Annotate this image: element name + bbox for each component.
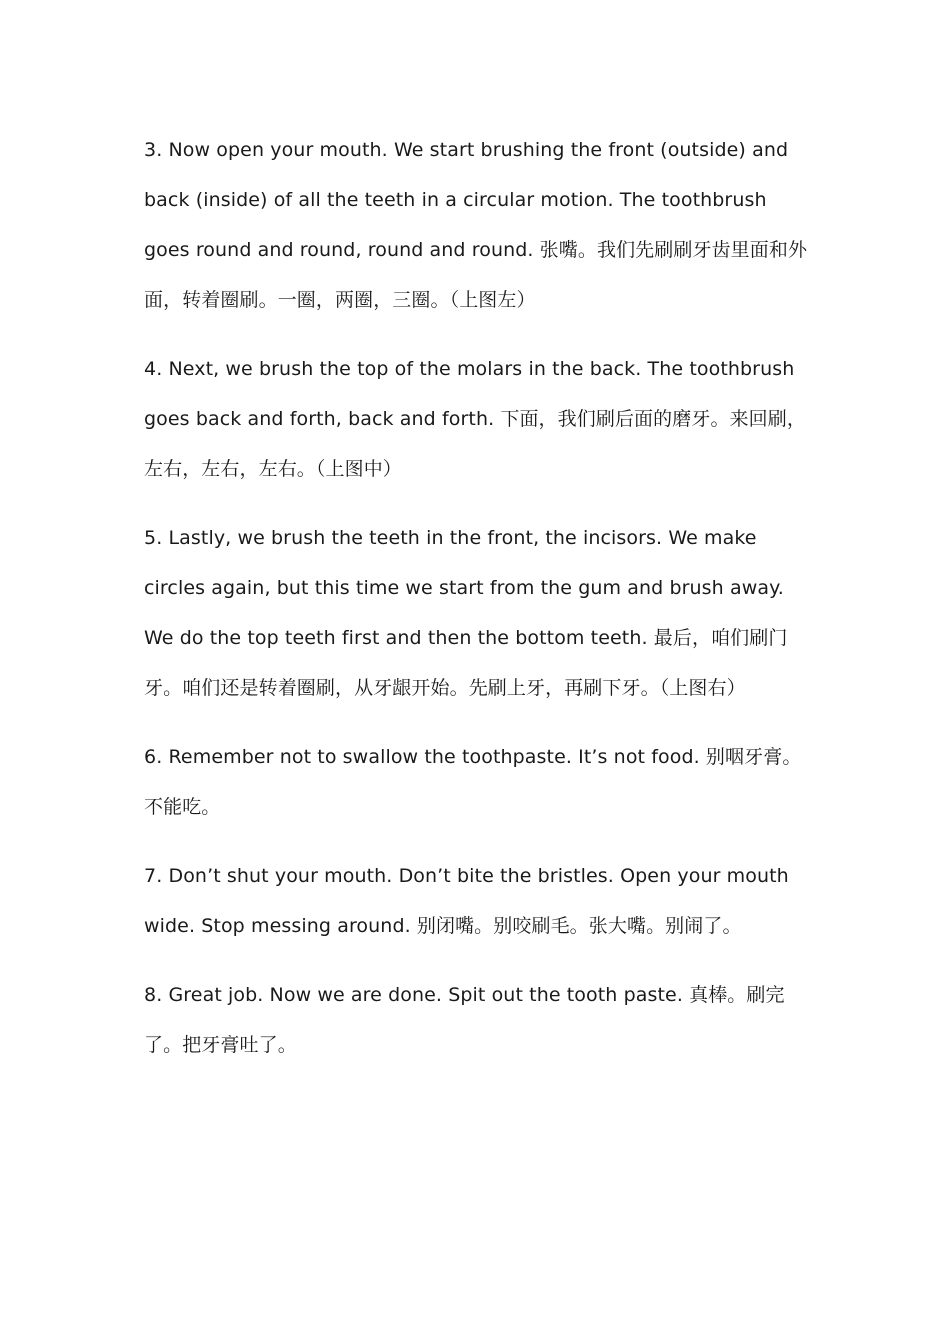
paragraph-step-3: 3. Now open your mouth. We start brushing the front (outside) and back (inside) of all the teeth in a circular motion. The toothbrush goes round and round, round and round. 张嘴。我们先刷刷牙齿里面和外面，转着圈刷。一圈，两圈，三圈。（上图左）: [144, 139, 808, 311]
paragraph-step-6: 6. Remember not to swallow the toothpaste. It’s not food. 别咽牙膏。不能吃。: [144, 746, 802, 818]
document-body: [144, 125, 814, 1089]
paragraph-step-4: 4. Next, we brush the top of the molars in the back. The toothbrush goes back and forth, back and forth. 下面，我们刷后面的磨牙。来回刷，左右，左右，左右。（上图中）: [144, 358, 806, 480]
paragraph-step-5: 5. Lastly, we brush the teeth in the front, the incisors. We make circles again, but this time we start from the gum and brush away. We do the top teeth first and then the bottom teeth. 最后，咱们刷门牙。咱们还是转着圈刷，从牙龈开始。先刷上牙，再刷下牙。（上图右）: [144, 527, 788, 699]
paragraph-step-7: 7. Don’t shut your mouth. Don’t bite the bristles. Open your mouth wide. Stop messing around. 别闭嘴。别咬刷毛。张大嘴。别闹了。: [144, 865, 789, 937]
paragraph-step-8: 8. Great job. Now we are done. Spit out the tooth paste. 真棒。刷完了。把牙膏吐了。: [144, 984, 785, 1056]
